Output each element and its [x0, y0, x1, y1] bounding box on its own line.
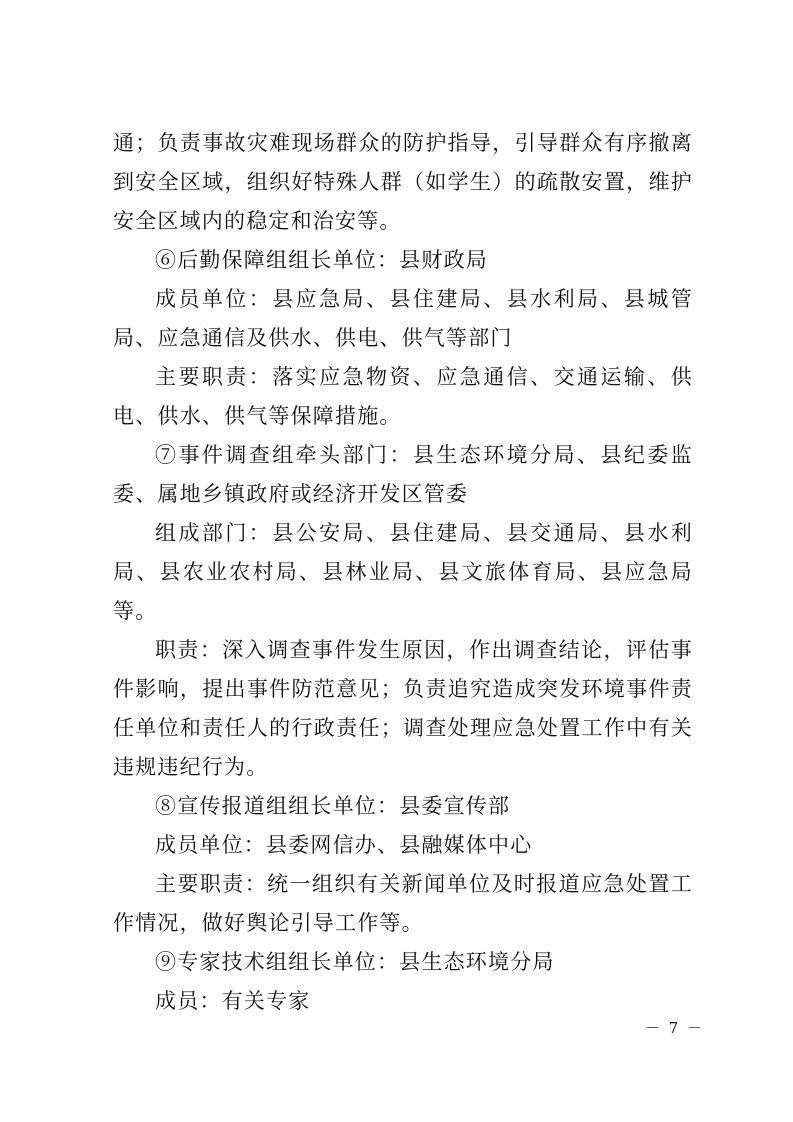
- page-number: － 7 －: [644, 1019, 704, 1037]
- paragraph-10: 主要职责：统一组织有关新闻单位及时报道应急处置工作情况，做好舆论引导工作等。: [113, 872, 693, 935]
- paragraph-8: ⑧宣传报道组组长单位：县委宣传部: [155, 794, 511, 818]
- paragraph-5: ⑦事件调查组牵头部门：县生态环境分局、县纪委监委、属地乡镇政府或经济开发区管委: [113, 443, 693, 506]
- paragraph-1: 通；负责事故灾难现场群众的防护指导，引导群众有序撤离到安全区域，组织好特殊人群（如学生）的疏散安置，维护安全区域内的稳定和治安等。: [113, 131, 693, 233]
- paragraph-11: ⑨专家技术组组长单位：县生态环境分局: [155, 950, 555, 974]
- paragraph-9: 成员单位：县委网信办、县融媒体中心: [155, 833, 533, 857]
- paragraph-4: 主要职责：落实应急物资、应急通信、交通运输、供电、供水、供气等保障措施。: [113, 365, 693, 428]
- document-body: [113, 124, 693, 1021]
- paragraph-12: 成员：有关专家: [155, 989, 311, 1013]
- paragraph-2: ⑥后勤保障组组长单位：县财政局: [155, 248, 488, 272]
- paragraph-3: 成员单位：县应急局、县住建局、县水利局、县城管局、应急通信及供水、供电、供气等部门: [113, 287, 693, 350]
- paragraph-7: 职责：深入调查事件发生原因，作出调查结论，评估事件影响，提出事件防范意见；负责追究造成突发环境事件责任单位和责任人的行政责任；调查处理应急处置工作中有关违规违纪行为。: [113, 638, 693, 779]
- paragraph-6: 组成部门：县公安局、县住建局、县交通局、县水利局、县农业农村局、县林业局、县文旅体育局、县应急局等。: [113, 521, 693, 623]
